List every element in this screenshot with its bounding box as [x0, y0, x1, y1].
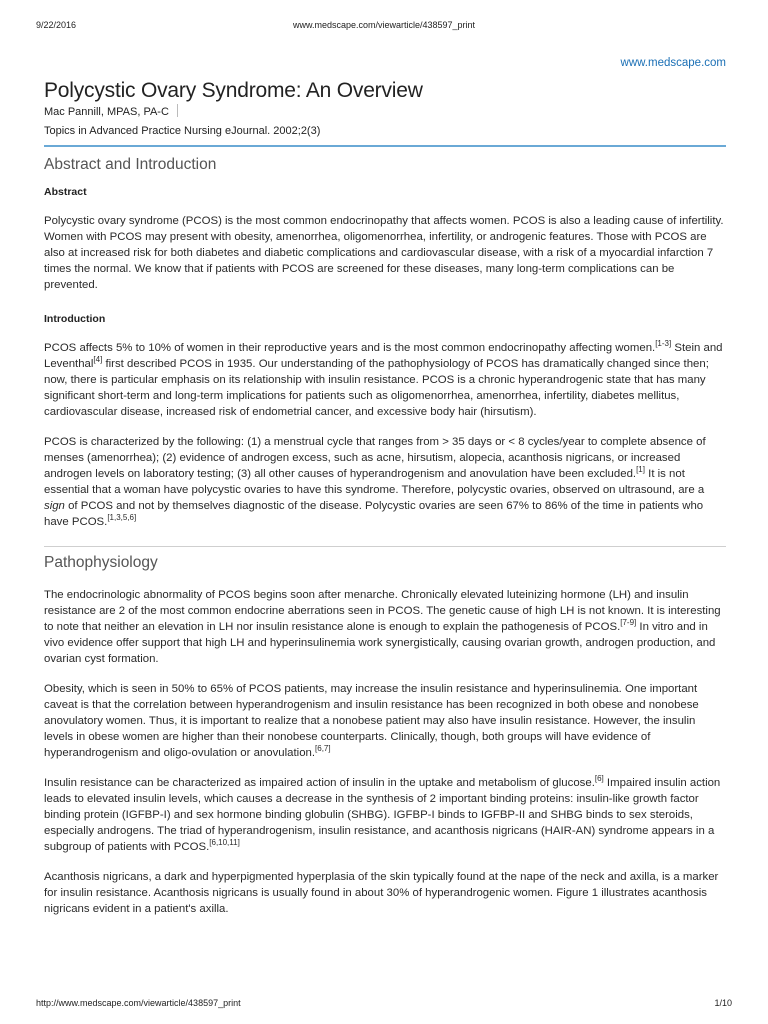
page-number: 1/10 [714, 998, 732, 1008]
pathophysiology-paragraph-4 [44, 869, 726, 917]
abstract-paragraph: Polycystic ovary syndrome (PCOS) is the most common endocrinopathy that affects women. PCOS is also a leading cause of infertility. Women with PCOS may present with obesity, amenorrhea, oligomenorrhea, infertility, or androgenic features. Those with PCOS are also at increased risk for both diabetes and diabetic complications and cardiovascular disease, with a risk of a myocardial infarction 7 times the normal. We know that if patients with PCOS are screened for these diseases, many long-term complications can be prevented. [44, 215, 724, 291]
intro-p1-text-3: first described PCOS in 1935. Our understanding of the pathophysiology of PCOS has dramatically changed since then; now, there is particular emphasis on its relationship with insulin resistance. PCOS is a chronic hyperandrogenic state that has many significant short-term and long-term implications for patients such as oligomenorrhea, amenorrhea, infertility, diabetes mellitus, cardiovascular disease, increased risk of endometrial cancer, and excessive body hair (hirsutism). [44, 358, 709, 418]
citation-ref[interactable]: [4] [93, 355, 103, 364]
author-separator [177, 104, 178, 117]
section-heading-abstract-introduction: Abstract and Introduction [44, 156, 217, 173]
intro-p1-text-1: PCOS affects 5% to 10% of women in their reproductive years and is the most common endocrinopathy affecting women. [44, 342, 656, 354]
citation-ref[interactable]: [1,3,5,6] [107, 513, 137, 522]
journal-citation: Topics in Advanced Practice Nursing eJournal. 2002;2(3) [44, 125, 321, 137]
patho-p1-text-1: The endocrinologic abnormality of PCOS begins soon after menarche. Chronically elevated luteinizing hormone (LH) and insulin resistance are 2 of the most common endocrine aberrations seen in PCOS. The genetic cause of high LH is not known. It is interesting to note that neither an elevation in LH nor insulin resistance alone is enough to explain the pathogenesis of PCOS. [44, 589, 721, 633]
author-name: Mac Pannill, MPAS, PA-C [44, 106, 169, 118]
patho-p4-text-1: Acanthosis nigricans, a dark and hyperpigmented hyperplasia of the skin typically found at the nape of the neck and axilla, is a marker for insulin resistance. Acanthosis nigricans is usually found in about 30% of hyperandrogenic women. Figure 1 illustrates acanthosis nigricans evident in a patient's axilla. [44, 871, 719, 915]
abstract-heading: Abstract [44, 186, 87, 198]
intro-p2-text-3: of PCOS and not by themselves diagnostic of the disease. Polycystic ovaries are seen 67% to 86% of the time in patients who have PCOS. [44, 500, 704, 528]
introduction-paragraph-2 [44, 434, 726, 530]
article [44, 78, 726, 917]
print-footer-url: http://www.medscape.com/viewarticle/438597_print [36, 998, 241, 1008]
citation-ref[interactable]: [6,7] [315, 744, 331, 753]
intro-p1-text-2: Stein and Leventhal [44, 342, 723, 370]
author-line [44, 104, 726, 120]
patho-p3-text-2: Impaired insulin action leads to elevated insulin levels, which causes a decrease in the synthesis of 2 important binding proteins: insulin-like growth factor binding protein (IGFBP-I) and sex hormone binding globulin (SHBG). IGFBP-I binds to IGFBP-II and SHBG binds to sex steroids, especially androgens. The triad of hyperandrogenism, insulin resistance, and acanthosis nigricans (HAIR-AN) syndrome appears in a subgroup of patients with PCOS. [44, 777, 721, 853]
patho-p2-text-1: Obesity, which is seen in 50% to 65% of PCOS patients, may increase the insulin resistance and hyperinsulinemia. One important caveat is that the correlation between hyperandrogenism and insulin resistance has been recognized in both obese and nonobese anovulatory women. Thus, it is important to realize that a nonobese patient may also have insulin resistance. However, the insulin levels in obese women are higher than their nonobese counterparts. Clinically, though, both groups will have evidence of hyperandrogenism and oligo-ovulation or anovulation. [44, 683, 699, 759]
intro-p2-text-2: It is not essential that a woman have polycystic ovaries to have this syndrome. Therefore, polycystic ovaries, observed on ultrasound, are a [44, 468, 705, 496]
citation-ref[interactable]: [1-3] [655, 339, 672, 348]
section-divider [44, 546, 726, 547]
citation-ref[interactable]: [6,10,11] [209, 838, 240, 847]
emphasis-sign: sign [44, 500, 65, 512]
medscape-link[interactable]: www.medscape.com [620, 57, 726, 69]
citation-ref[interactable]: [1] [636, 465, 645, 474]
pathophysiology-paragraph-1 [44, 587, 726, 667]
title-divider [44, 145, 726, 147]
pathophysiology-paragraph-3 [44, 775, 726, 855]
patho-p3-text-1: Insulin resistance can be characterized as impaired action of insulin in the uptake and metabolism of glucose. [44, 777, 595, 789]
citation-ref[interactable]: [7-9] [620, 618, 637, 627]
pathophysiology-paragraph-2 [44, 681, 726, 761]
patho-p1-text-2: In vitro and in vivo evidence offer support that high LH and hyperinsulinemia work synergistically, causing ovarian growth, androgen production, and ovarian cyst formation. [44, 621, 716, 665]
introduction-heading: Introduction [44, 313, 106, 325]
section-heading-pathophysiology: Pathophysiology [44, 554, 158, 571]
article-title: Polycystic Ovary Syndrome: An Overview [44, 79, 423, 102]
citation-ref[interactable]: [6] [594, 774, 604, 783]
introduction-paragraph-1 [44, 340, 726, 420]
intro-p2-text-1: PCOS is characterized by the following: (1) a menstrual cycle that ranges from > 35 days or < 8 cycles/year to complete absence of menses (amenorrhea); (2) evidence of androgen excess, such as acne, hirsutism, alopecia, acanthosis nigricans, or increased androgen levels on laboratory testing; (3) all other causes of hyperandrogenism and anovulation have been excluded. [44, 436, 706, 480]
print-header-url: www.medscape.com/viewarticle/438597_print [292, 20, 476, 30]
print-date: 9/22/2016 [36, 20, 77, 30]
